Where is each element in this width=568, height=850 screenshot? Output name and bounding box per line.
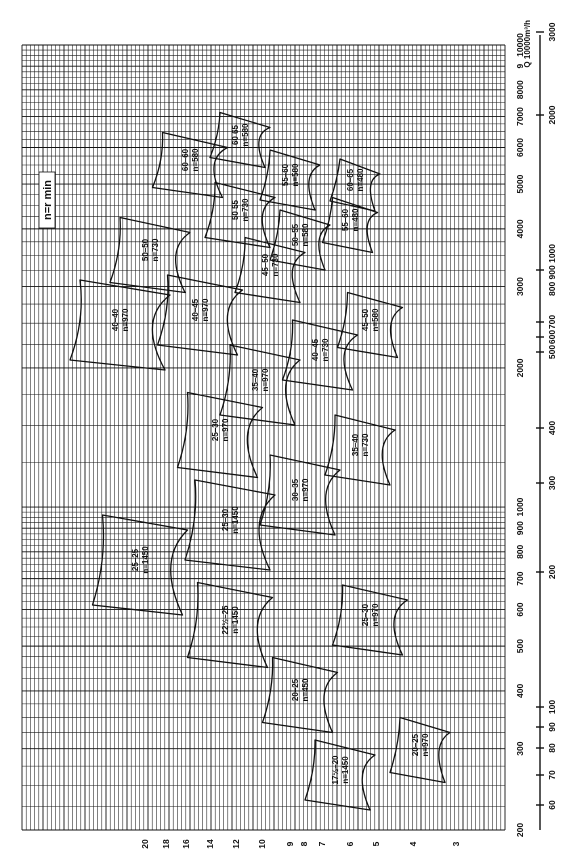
flow-axis-title (523, 20, 532, 68)
pump-label (411, 733, 430, 756)
pump-label (341, 208, 360, 231)
pump-label-size: 25–30 (211, 418, 220, 442)
head-tick-label: 3 (451, 841, 461, 847)
ls-tick-label: 100 (547, 699, 557, 715)
pump-label-speed: n=730 (271, 253, 280, 277)
pump-label (291, 223, 310, 246)
ls-tick-label: 300 (547, 475, 557, 491)
head-tick-label: 7 (317, 841, 327, 847)
pump-label-size: 55–60 (281, 163, 290, 187)
pump-label-size: 25–30 (361, 603, 370, 627)
pump-label-speed: n=970 (371, 603, 380, 627)
flow-tick-label: 2000 (515, 358, 525, 378)
pump-label-speed: n=580 (291, 163, 300, 187)
pump-label-size: 22½–25 (221, 605, 230, 635)
pump-region (205, 183, 275, 248)
flow-tick-label: 200 (515, 822, 525, 838)
pump-label (231, 198, 250, 221)
flow-tick-label: 8000 (515, 80, 525, 100)
flow-tick (515, 277, 525, 296)
ls-tick (547, 244, 557, 296)
ls-tick (547, 743, 557, 753)
pump-label-size: 50–50 (141, 238, 150, 262)
pump-label-size: 50–55 (291, 223, 300, 247)
head-tick-label: 6 (345, 841, 355, 847)
flow-tick-label: 800 (515, 544, 525, 559)
head-tick (181, 839, 191, 849)
pump-label-size: 45–50 (361, 308, 370, 332)
pump-region (330, 159, 380, 211)
pump-label (346, 168, 365, 191)
flow-tick-label: 300 (515, 741, 525, 756)
pump-label-size: 50 55 (231, 199, 240, 221)
flow-tick-label: 600 (515, 602, 525, 617)
ls-tick (547, 105, 557, 124)
head-tick (317, 841, 327, 846)
pump-label-speed: n=730 (321, 338, 330, 362)
head-tick-label: 10 (257, 839, 267, 849)
pump-label-size: 40–45 (191, 298, 200, 322)
ls-tick (547, 421, 557, 435)
pump-label-speed: n=970 (121, 308, 130, 332)
speed-legend-text: n=r min (42, 179, 54, 221)
ls-tick-label: 400 (547, 420, 557, 436)
pump-label (191, 298, 210, 321)
pump-label-speed: n=730 (361, 433, 370, 457)
flow-tick-label: 500 (515, 639, 525, 654)
pump-label-speed: n=480 (351, 208, 360, 232)
pump-label-size: 35–40 (351, 433, 360, 457)
pump-label (351, 433, 370, 456)
flow-tick (515, 521, 525, 535)
flow-tick (515, 107, 525, 126)
ls-tick (547, 330, 557, 344)
head-tick-label: 5 (371, 841, 381, 847)
pump-label-speed: n=580 (241, 123, 250, 147)
flow-tick (515, 219, 525, 238)
head-tick (257, 839, 267, 849)
pump-region (338, 293, 403, 358)
pump-label-size: 17½–20 (331, 755, 340, 785)
ls-tick-label: 70 (547, 770, 557, 780)
flow-tick (515, 138, 525, 157)
pump-label-speed: n=730 (241, 198, 250, 222)
ls-tick-label: 500 (547, 344, 557, 360)
head-tick (345, 841, 355, 846)
flow-tick-label: 9 (515, 63, 525, 69)
head-tick (285, 841, 295, 846)
head-tick-label: 20 (140, 839, 150, 849)
pump-label-size: 35–40 (251, 368, 260, 392)
head-tick-label: 4 (408, 841, 418, 847)
head-tick (371, 841, 381, 846)
flow-tick-label: 900 (515, 521, 525, 536)
flow-tick-label: 6000 (515, 138, 525, 157)
head-tick (299, 841, 309, 846)
flow-tick-label: 1000 (515, 497, 525, 517)
pump-label-speed: n=1450 (231, 506, 240, 534)
pump-label-size: 55–60 (341, 208, 350, 232)
pump-region (260, 150, 320, 210)
head-tick (451, 841, 461, 846)
head-tick-label: 8 (299, 841, 309, 847)
pump-region (188, 583, 273, 668)
pump-label-speed: n=1450 (141, 546, 150, 574)
flow-tick-label: 400 (515, 683, 525, 699)
head-tick (408, 841, 418, 846)
head-tick-label: 18 (161, 839, 171, 849)
pump-label-size: 25–30 (221, 508, 230, 532)
ls-tick-label: 60 (547, 800, 557, 810)
pump-label-speed: n=730 (151, 238, 160, 262)
pump-label-size: 25–25 (131, 548, 140, 572)
flow-tick (515, 602, 525, 616)
pump-label-size: 60 65 (231, 124, 240, 146)
pump-label-speed: n=970 (261, 368, 270, 392)
pump-label-speed: n=970 (421, 733, 430, 757)
pump-label-size: 60–65 (346, 168, 355, 192)
head-tick (140, 839, 150, 849)
head-tick-label: 14 (205, 839, 215, 849)
pump-label (331, 755, 350, 784)
ls-tick (547, 345, 557, 359)
pump-label-speed: n=480 (356, 168, 365, 192)
ls-tick (547, 565, 557, 579)
pump-label (361, 603, 380, 626)
pump-label (221, 506, 240, 534)
flow-tick (515, 358, 525, 377)
flow-tick (515, 571, 525, 585)
pump-label-speed: n=580 (301, 223, 310, 247)
ls-tick-label: 2000 (547, 105, 557, 125)
ls-tick (547, 700, 557, 714)
pump-label-size: 30–35 (291, 478, 300, 502)
pump-label (111, 308, 130, 331)
pump-label (131, 546, 150, 574)
pump-label-size: 40–40 (111, 308, 120, 332)
ls-tick-label: 600 (547, 329, 557, 345)
pump-label-speed: n=580 (371, 308, 380, 332)
pump-label (281, 163, 300, 186)
pump-label (231, 123, 250, 146)
pump-label-speed: n=970 (201, 298, 210, 322)
ls-tick (547, 476, 557, 490)
ls-tick-label: 3000 (547, 22, 557, 42)
flow-tick (515, 741, 525, 755)
flow-tick-label: 700 (515, 571, 525, 586)
pump-label-size: 20–25 (411, 733, 420, 757)
ls-tick (547, 315, 557, 329)
flow-tick (515, 639, 525, 653)
pump-label (211, 418, 230, 441)
ls-tick (547, 800, 557, 810)
pump-label (311, 338, 330, 361)
flow-axis-label: Q 10000m³/h (523, 20, 532, 68)
pump-label-size: 40–45 (311, 338, 320, 362)
ls-tick-label: 80 (547, 743, 557, 753)
pump-label-size: 20–25 (291, 678, 300, 702)
head-tick-label: 16 (181, 839, 191, 849)
flow-tick (515, 174, 525, 193)
flow-tick-label: 5000 (515, 174, 525, 194)
flow-tick-label: 4000 (515, 219, 525, 239)
pump-label-speed: n=450 (301, 678, 310, 702)
ls-tick (547, 770, 557, 780)
pump-label (291, 678, 310, 701)
pump-label-size: 45–50 (261, 253, 270, 277)
ls-tick-label: 800 900 1000 (547, 244, 557, 296)
ls-tick (547, 22, 557, 41)
ls-tick-label: 700 (547, 314, 557, 330)
pump-label (221, 605, 240, 634)
flow-tick (515, 80, 525, 99)
flow-tick (515, 544, 525, 558)
ls-tick-label: 200 (547, 564, 557, 580)
pump-region (210, 113, 270, 168)
pump-region (305, 740, 375, 810)
pump-label (261, 253, 280, 276)
head-tick (205, 839, 215, 849)
pump-label-speed: n=970 (221, 418, 230, 442)
head-tick-label: 12 (231, 839, 241, 849)
pump-region (390, 718, 450, 783)
ls-tick-label: 90 (547, 722, 557, 732)
flow-tick (515, 497, 525, 516)
pump-label-speed: n=1450 (341, 756, 350, 784)
flow-tick-label: 3000 (515, 277, 525, 297)
head-tick-label: 9 (285, 841, 295, 847)
pump-label-speed: n=1450 (231, 606, 240, 634)
head-tick (161, 839, 171, 849)
flow-tick-label: 7000 (515, 107, 525, 127)
pump-label-size: 60–60 (181, 148, 190, 172)
flow-tick (515, 823, 525, 837)
flow-tick-label: 10000 (515, 33, 525, 57)
head-tick (231, 839, 241, 849)
pump-region (333, 585, 408, 655)
pump-label (361, 308, 380, 331)
ls-tick (547, 722, 557, 732)
speed-legend (39, 172, 55, 228)
flow-tick (515, 684, 525, 698)
pump-label (251, 368, 270, 391)
pump-label (291, 478, 310, 501)
pump-label-speed: n=970 (301, 478, 310, 502)
pump-label (141, 238, 160, 261)
pump-label-speed: n=580 (191, 148, 200, 172)
pump-label (181, 148, 200, 171)
